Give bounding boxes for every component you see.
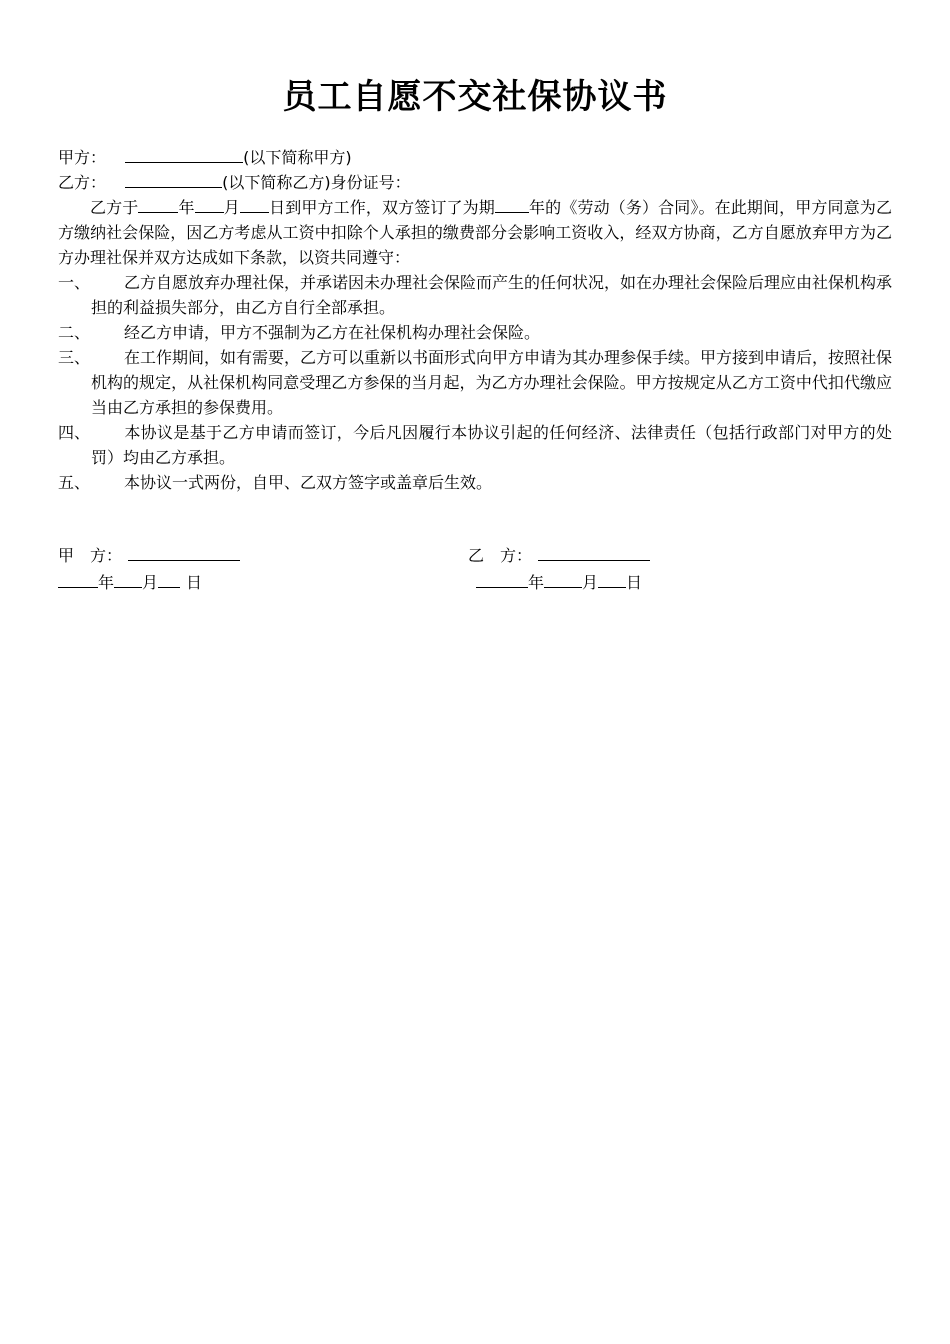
clause-number: 二、 (58, 323, 91, 342)
clause-number: 四、 (58, 423, 91, 442)
party-a-signature-blank (128, 543, 240, 561)
document-body (58, 145, 892, 495)
party-a-year-label: 年 (98, 573, 115, 592)
party-b-month-label: 月 (582, 573, 599, 592)
clause-3 (58, 345, 892, 420)
intro-text-3: 月 (223, 198, 240, 217)
party-a-day-blank (158, 570, 180, 588)
document-title: 员工自愿不交社保协议书 (282, 77, 668, 117)
intro-text-1: 乙方于 (90, 198, 139, 217)
party-b-signature-label: 乙 方： (468, 546, 533, 565)
party-a-day-label: 日 (186, 573, 203, 592)
party-b-day-label: 日 (626, 573, 643, 592)
party-a-signature-label: 甲 方： (58, 546, 123, 565)
party-b-month-blank (544, 570, 582, 588)
party-b-signature-line (468, 542, 650, 569)
clause-text: 经乙方申请，甲方不强制为乙方在社保机构办理社会保险。 (124, 323, 541, 342)
start-day-blank (240, 195, 269, 213)
party-a-label: 甲方： (58, 148, 107, 167)
party-b-name-blank (125, 170, 222, 188)
clause-text: 在工作期间，如有需要，乙方可以重新以书面形式向甲方申请为其办理参保手续。甲方接到申请后，按照社保机构的规定，从社保机构同意受理乙方参保的当月起，为乙方办理社会保险。甲方按规定从乙方工资中代扣代缴应当由乙方承担的参保费用。 (91, 348, 893, 417)
clause-number: 三、 (58, 348, 91, 367)
party-b-signature-block (468, 542, 650, 596)
party-b-label: 乙方： (58, 173, 107, 192)
clause-text: 乙方自愿放弃办理社保，并承诺因未办理社会保险而产生的任何状况，如在办理社会保险后理应由社保机构承担的利益损失部分，由乙方自行全部承担。 (91, 273, 893, 317)
start-year-blank (138, 195, 178, 213)
party-b-year-label: 年 (528, 573, 545, 592)
party-a-suffix: (以下简称甲方) (243, 148, 352, 167)
party-a-name-blank (125, 145, 243, 163)
intro-text-4: 日到甲方工作，双方签订了为期 (268, 198, 495, 217)
clause-text: 本协议是基于乙方申请而签订，今后凡因履行本协议引起的任何经济、法律责任（包括行政部门对甲方的处罚）均由乙方承担。 (91, 423, 892, 467)
party-b-year-blank (476, 570, 528, 588)
clause-1 (58, 270, 892, 320)
party-b-line (58, 170, 892, 195)
party-b-signature-blank (538, 543, 650, 561)
clause-number: 五、 (58, 473, 91, 492)
clause-2 (58, 320, 892, 345)
party-b-date-line (468, 569, 650, 596)
clause-4 (58, 420, 892, 470)
party-a-year-blank (58, 570, 98, 588)
clause-text: 本协议一式两份，自甲、乙双方签字或盖章后生效。 (124, 473, 493, 492)
party-a-month-blank (114, 570, 142, 588)
party-a-signature-line (58, 542, 240, 569)
party-a-signature-block (58, 542, 240, 596)
party-a-line (58, 145, 892, 170)
clause-5 (58, 470, 892, 495)
start-month-blank (195, 195, 224, 213)
intro-text-2: 年 (178, 198, 195, 217)
party-a-date-line (58, 569, 240, 596)
party-a-month-label: 月 (142, 573, 159, 592)
party-b-suffix: (以下简称乙方)身份证号： (222, 173, 411, 192)
party-b-day-blank (598, 570, 626, 588)
intro-paragraph (58, 195, 892, 270)
intro-text-5: 年的《劳动（务）合同》。在此期间，甲方同意为乙方缴纳社会保险，因乙方考虑从工资中扣除个人承担的缴费部分会影响工资收入，经双方协商，乙方自愿放弃甲方为乙方办理社保并双方达成如下条款，以资共同遵守： (58, 198, 892, 267)
contract-years-blank (495, 195, 529, 213)
clause-number: 一、 (58, 273, 91, 292)
